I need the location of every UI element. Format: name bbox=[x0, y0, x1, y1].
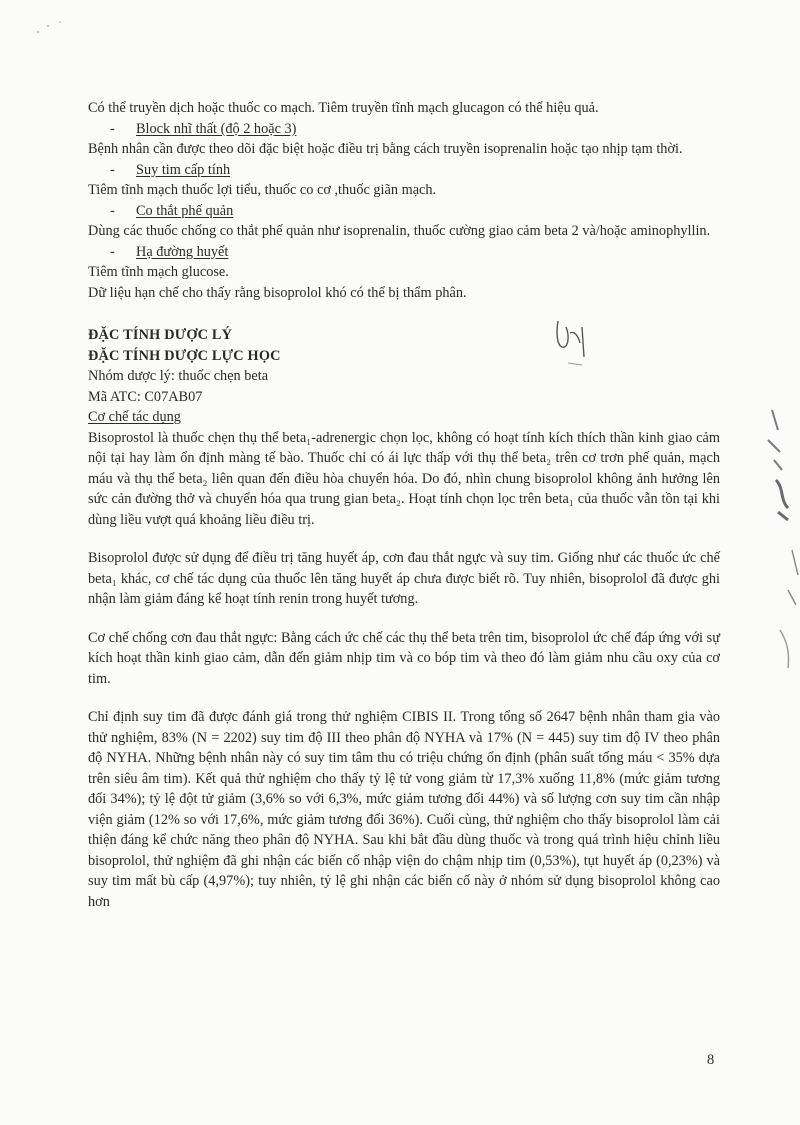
paragraph-cibis-trial: Chỉ định suy tim đã được đánh giá trong thử nghiệm CIBIS II. Trong tổng số 2647 bệnh nhân tham gia vào thử nghiệm, 83% (N = 2202) suy tim độ III theo phân độ NYHA và 17% (N = 445) suy tim độ IV theo phân độ NYHA. Những bệnh nhân này có suy tim tâm thu có triệu chứng ổn định (phân suất tống máu < 35% dựa trên siêu âm tim). Kết quả thử nghiệm cho thấy tỷ lệ tử vong giảm từ 17,3% xuống 11,8% (mức giảm tương đối 34%); tỷ lệ đột tử giảm (3,6% so với 6,3%, mức giảm tương đối 44%) và số lượng cơn suy tim cần nhập viện giảm (12% so với 17,6%, mức giảm tương đối 36%). Cuối cùng, thử nghiệm cho thấy bisoprolol làm cải thiện đáng kể chức năng theo phân độ NYHA. Sau khi bắt đầu dùng thuốc và trong quá trình hiệu chỉnh liều bisoprolol, thử nghiệm đã ghi nhận các biến cố nhập viện do chậm nhịp tim (0,53%), tụt huyết áp (0,23%) và suy tim mất bù cấp (4,97%); tuy nhiên, tỷ lệ ghi nhận các biến cố này ở nhóm sử dụng bisoprolol không cao hơn bbox=[88, 709, 720, 910]
bullet-bronchospasm-label: Co thắt phế quản bbox=[136, 202, 234, 219]
paragraph-mechanism: Bisoprostol là thuốc chẹn thụ thể beta₁-adrenergic chọn lọc, không có hoạt tính kích thích thần kinh giao cảm nội tại hay làm ổn định màng tế bào. Thuốc chỉ có ái lực thấp với thụ thể beta₂ trên cơ trơn phế quản, mạch máu và thụ thể beta₂ liên quan đến điều hòa chuyển hóa. Do đó, nhìn chung bisoprolol không ảnh hưởng lên sức cản đường thở và chuyển hóa qua trung gian beta₂. Hoạt tính chọn lọc trên beta₁ của thuốc vẫn tồn tại khi dùng liều vượt quá khoảng liều điều trị. bbox=[88, 429, 720, 528]
heading-pharmacological-properties: ĐẶC TÍNH DƯỢC LÝ bbox=[88, 327, 233, 343]
page-number: 8 bbox=[707, 1052, 715, 1068]
signature-mark bbox=[548, 313, 596, 371]
scan-mark bbox=[30, 12, 80, 42]
bullet-hypoglycemia-label: Hạ đường huyết bbox=[136, 243, 229, 260]
bullet-dash: - bbox=[110, 202, 115, 219]
heading-pharmacodynamic-properties: ĐẶC TÍNH DƯỢC LỰC HỌC bbox=[88, 347, 281, 364]
bullet-dash: - bbox=[110, 161, 115, 178]
bullet-av-block bbox=[88, 119, 720, 140]
bullet-av-block-label: Block nhĩ thất (độ 2 hoặc 3) bbox=[136, 120, 297, 137]
bullet-bronchospasm bbox=[88, 201, 720, 222]
bullet-dash: - bbox=[110, 243, 115, 260]
bullet-acute-heart-failure bbox=[88, 160, 720, 181]
bullet-hypoglycemia bbox=[88, 242, 720, 263]
document-body bbox=[88, 98, 720, 912]
bullet-dash: - bbox=[110, 120, 115, 137]
atc-code: Mã ATC: C07AB07 bbox=[88, 388, 203, 405]
paragraph-bronchospasm: Dùng các thuốc chống co thắt phế quản như isoprenalin, thuốc cường giao cảm beta 2 và/hoặc aminophyllin. bbox=[88, 223, 711, 239]
paragraph-dialysis: Dữ liệu hạn chế cho thấy rằng bisoprolol khó có thể bị thẩm phân. bbox=[88, 284, 467, 301]
paragraph-treatment-hypotension: Có thể truyền dịch hoặc thuốc co mạch. Tiêm truyền tĩnh mạch glucagon có thể hiệu quả. bbox=[88, 100, 599, 116]
paragraph-indications: Bisoprolol được sử dụng để điều trị tăng huyết áp, cơn đau thắt ngực và suy tim. Giống như các thuốc ức chế beta₁ khác, cơ chế tác dụng của thuốc lên tăng huyết áp chưa được biết rõ. Tuy nhiên, bisoprolol đã được ghi nhận làm giảm đáng kể hoạt tính renin trong huyết tương. bbox=[88, 550, 720, 607]
paragraph-hypoglycemia: Tiêm tĩnh mạch glucose. bbox=[88, 264, 229, 280]
paragraph-acute-heart-failure: Tiêm tĩnh mạch thuốc lợi tiểu, thuốc co cơ ,thuốc giãn mạch. bbox=[88, 182, 437, 198]
stamp-edge-mark bbox=[758, 400, 800, 680]
paragraph-antianginal: Cơ chế chống cơn đau thắt ngực: Bằng cách ức chế các thụ thể beta trên tim, bisoprolol ức chế đáp ứng với sự kích hoạt thần kinh giao cảm, dẫn đến giảm nhịp tim và co bóp tim và theo đó làm giảm nhu cầu oxy của cơ tim. bbox=[88, 629, 720, 687]
pharmacological-group: Nhóm dược lý: thuốc chẹn beta bbox=[88, 368, 269, 384]
bullet-acute-heart-failure-label: Suy tim cấp tính bbox=[136, 161, 231, 178]
paragraph-av-block: Bệnh nhân cần được theo dõi đặc biệt hoặc điều trị bằng cách truyền isoprenalin hoặc tạo nhịp tạm thời. bbox=[88, 141, 683, 157]
subheading-mechanism: Cơ chế tác dụng bbox=[88, 409, 181, 425]
